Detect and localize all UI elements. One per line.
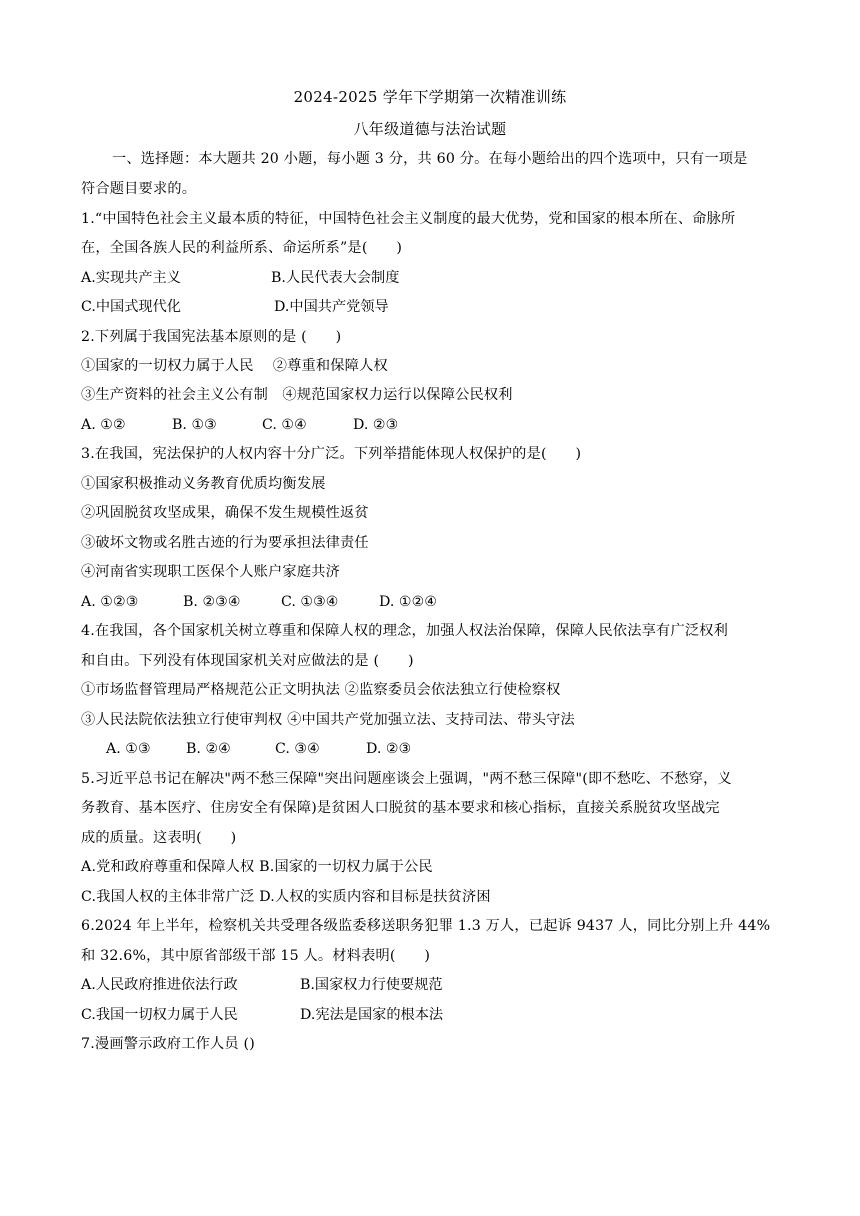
q1-stem-line2: 在，全国各族人民的利益所系、命运所系”是( ) [81, 240, 403, 256]
q3-item-4: ④河南省实现职工医保个人账户家庭共济 [81, 564, 340, 580]
q1-option-c: C.中国式现代化 [81, 299, 181, 315]
q5-stem-line3: 成的质量。这表明( ) [81, 830, 237, 846]
q3-option-b: B. ②③④ [183, 594, 241, 610]
q4-option-d: D. ②③ [366, 741, 412, 757]
q5-options-ab: A.党和政府尊重和保障人权 B.国家的一切权力属于公民 [81, 859, 433, 875]
q4-option-b: B. ②④ [186, 741, 231, 757]
q6-option-d: D.宪法是国家的根本法 [300, 1007, 444, 1023]
q4-stem-line1: 4.在我国，各个国家机关树立尊重和保障人权的理念，加强人权法治保障，保障人民依法享有广泛权利 [81, 623, 728, 639]
q2-option-d: D. ②③ [353, 417, 399, 433]
q2-items-line1: ①国家的一切权力属于人民 ②尊重和保障人权 [81, 358, 388, 374]
exam-subtitle: 八年级道德与法治试题 [353, 120, 507, 138]
q6-stem-line2: 和 32.6%，其中原省部级干部 15 人。材料表明( ) [81, 948, 431, 964]
q2-option-b: B. ①③ [172, 417, 217, 433]
exam-title: 2024-2025 学年下学期第一次精准训练 [293, 88, 567, 106]
q4-items-line2: ③人民法院依法独立行使审判权 ④中国共产党加强立法、支持司法、带头守法 [81, 712, 575, 728]
q2-option-c: C. ①④ [262, 417, 307, 433]
q6-option-a: A.人民政府推进依法行政 [81, 977, 238, 993]
q3-item-1: ①国家积极推动义务教育优质均衡发展 [81, 476, 326, 492]
q6-option-b: B.国家权力行使要规范 [300, 977, 443, 993]
q4-option-a: A. ①③ [106, 741, 151, 757]
q1-option-a: A.实现共产主义 [81, 270, 181, 286]
q2-items-line2: ③生产资料的社会主义公有制 ④规范国家权力运行以保障公民权利 [81, 387, 513, 403]
q3-option-a: A. ①②③ [81, 594, 139, 610]
q1-option-d: D.中国共产党领导 [274, 299, 389, 315]
q7-stem: 7.漫画警示政府工作人员 () [81, 1036, 255, 1052]
q3-item-3: ③破坏文物或名胜古迹的行为要承担法律责任 [81, 535, 369, 551]
q5-stem-line2: 务教育、基本医疗、住房安全有保障)是贫困人口脱贫的基本要求和核心指标，直接关系脱贫攻坚战完 [81, 800, 720, 816]
q2-stem: 2.下列属于我国宪法基本原则的是 ( ) [81, 329, 342, 345]
q4-items-line1: ①市场监督管理局严格规范公正文明执法 ②监察委员会依法独立行使检察权 [81, 682, 561, 698]
q3-option-d: D. ①②④ [379, 594, 438, 610]
q6-stem-line1: 6.2024 年上半年，检察机关共受理各级监委移送职务犯罪 1.3 万人，已起诉 9437 人，同比分别上升 44% [81, 918, 771, 934]
section-instruction-line2: 符合题目要求的。 [81, 181, 197, 197]
q5-options-cd: C.我国人权的主体非常广泛 D.人权的实质内容和目标是扶贫济困 [81, 889, 491, 905]
q1-option-b: B.人民代表大会制度 [271, 270, 400, 286]
q3-stem: 3.在我国，宪法保护的人权内容十分广泛。下列举措能体现人权保护的是( ) [81, 446, 582, 462]
section-instruction-line1: 一、选择题：本大题共 20 小题，每小题 3 分，共 60 分。在每小题给出的四个选项中，只有一项是 [112, 151, 748, 167]
q1-stem-line1: 1.“中国特色社会主义最本质的特征，中国特色社会主义制度的最大优势，党和国家的根本所在、命脉所 [81, 211, 736, 227]
q3-option-c: C. ①③④ [281, 594, 339, 610]
q2-option-a: A. ①② [81, 417, 126, 433]
q3-item-2: ②巩固脱贫攻坚成果，确保不发生规模性返贫 [81, 505, 369, 521]
q4-stem-line2: 和自由。下列没有体现国家机关对应做法的是 ( ) [81, 653, 414, 669]
q4-option-c: C. ③④ [275, 741, 320, 757]
q6-option-c: C.我国一切权力属于人民 [81, 1007, 238, 1023]
q5-stem-line1: 5.习近平总书记在解决"两不愁三保障"突出问题座谈会上强调，"两不愁三保障"(即不愁吃、不愁穿，义 [81, 771, 732, 787]
